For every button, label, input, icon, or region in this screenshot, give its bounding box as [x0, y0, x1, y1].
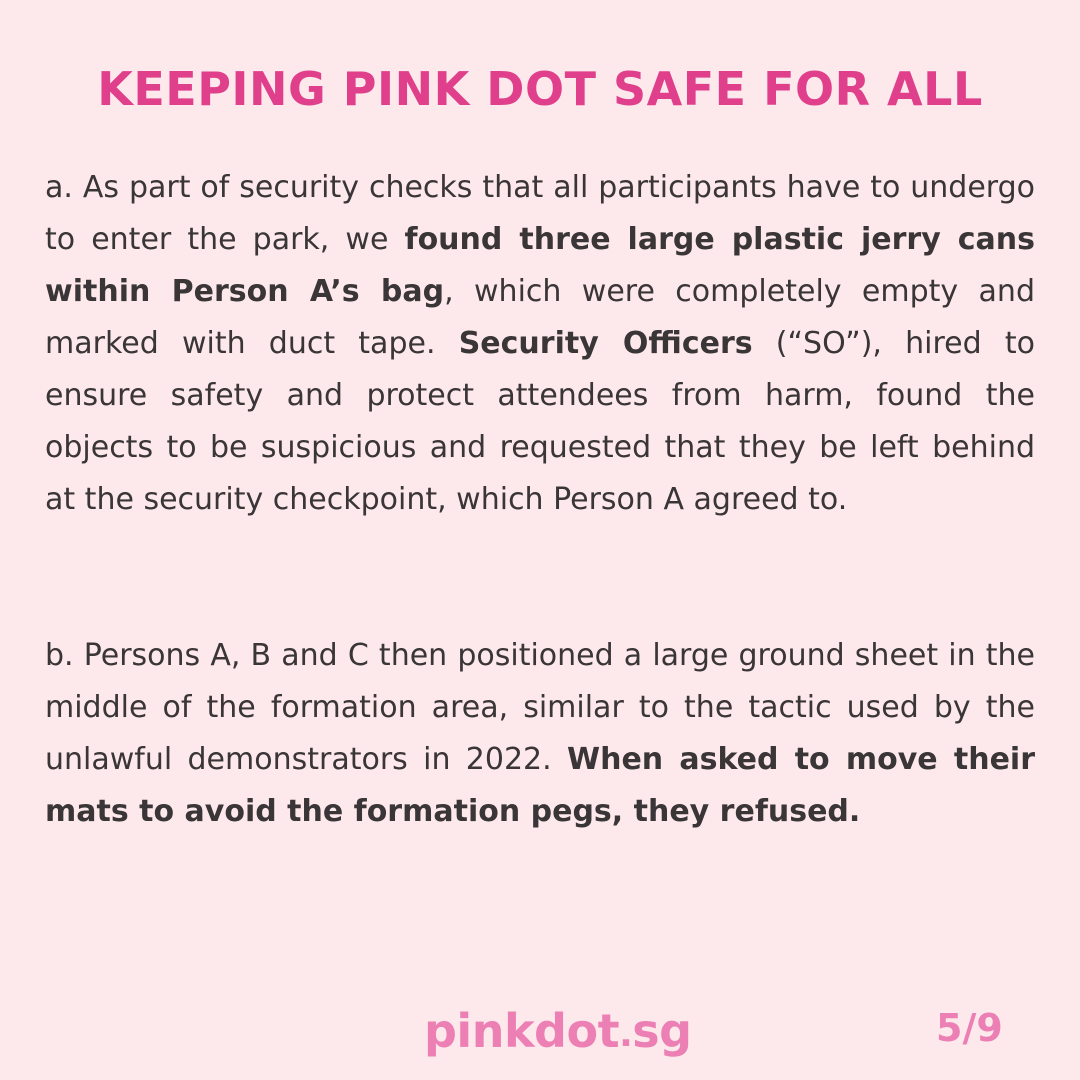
paragraph-a-text-1: a. As part of security checks that all participants have to undergo to enter the park, we [45, 170, 1035, 257]
logo-main: pinkdot [424, 1004, 620, 1058]
paragraph-b-bold-1: When asked to move their mats to avoid the formation pegs, they refused. [45, 742, 1036, 829]
paragraph-a-text-3: (“SO”), hired to ensure safety and protect attendees from harm, found the objects to be suspicious and requested that they be left behind at the security checkpoint, which Person A agreed to. [45, 326, 1035, 517]
paragraph-a-bold-2: Security Officers [458, 326, 753, 361]
logo-tld: sg [632, 1004, 692, 1058]
logo-dot: . [619, 1014, 633, 1055]
pinkdot-logo [424, 998, 692, 1068]
page-number: 5/9 [936, 1006, 1003, 1050]
paragraph-a [45, 162, 1035, 526]
page-title: KEEPING PINK DOT SAFE FOR ALL [97, 62, 983, 116]
paragraph-a-text-2: , which were completely empty and marked with duct tape. [45, 274, 1035, 361]
paragraph-b-text-1: b. Persons A, B and C then positioned a large ground sheet in the middle of the formation area, similar to the tactic used by the unlawful demonstrators in 2022. [45, 638, 1035, 777]
paragraph-a-bold-1: found three large plastic jerry cans within Person A’s bag [45, 222, 1035, 309]
paragraph-b [45, 630, 1035, 838]
footer [0, 998, 1080, 1068]
